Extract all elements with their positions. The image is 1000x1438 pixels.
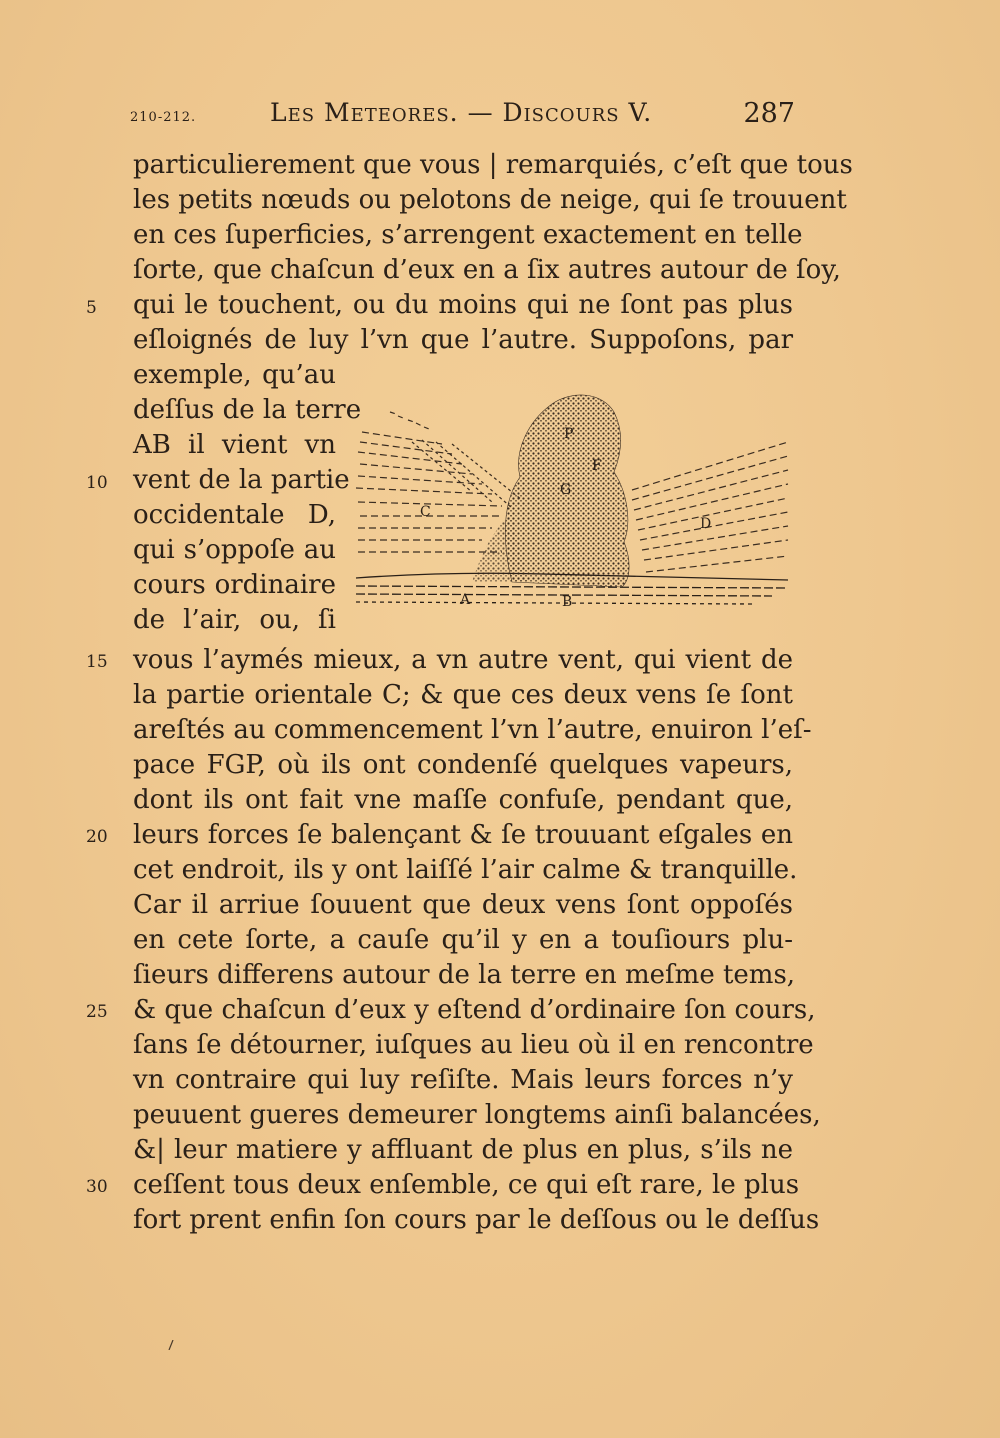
text-line: de l’air, ou, ſi: [133, 605, 336, 635]
text-line: les petits nœuds ou pelotons de neige, qui ſe trouuent: [133, 185, 847, 215]
text-line: areſtés au commencement l’vn l’autre, enuiron l’eſ-: [133, 715, 812, 745]
text-line: ſieurs differens autour de la terre en meſme tems,: [133, 960, 796, 990]
text-line: particulierement que vous | remarquiés, c’eſt que tous: [133, 150, 853, 180]
line-number: 5: [86, 298, 97, 318]
label-d: D: [700, 516, 712, 532]
label-p: P: [564, 426, 574, 442]
text-line: occidentale D,: [133, 500, 336, 530]
text-line: eſloignés de luy l’vn que l’autre. Suppoſons, par: [133, 325, 793, 355]
text-line: ceſſent tous deux enſemble, ce qui eſt rare, le plus: [133, 1170, 800, 1200]
text-line: ſorte, que chaſcun d’eux en a ſix autres autour de ſoy,: [133, 255, 841, 285]
stray-ink-mark: [168, 1340, 174, 1350]
engraving-svg: [352, 382, 792, 612]
text-line: vn contraire qui luy reſiſte. Mais leurs forces n’y: [133, 1065, 793, 1095]
page-number: 287: [743, 98, 795, 129]
text-line: peuuent gueres demeurer longtems ainſi balancées,: [133, 1100, 821, 1130]
text-line: cours ordinaire: [133, 570, 336, 600]
line-number: 30: [86, 1177, 108, 1197]
text-line: la partie orientale C; & que ces deux vens ſe ſont: [133, 680, 793, 710]
text-line: dont ils ont fait vne maſſe confuſe, pendant que,: [133, 785, 793, 815]
text-line: vous l’aymés mieux, a vn autre vent, qui vient de: [133, 645, 793, 675]
wind-cloud-engraving: [352, 382, 792, 612]
line-number: 10: [86, 473, 108, 493]
label-g: G: [560, 482, 572, 498]
wind-lines-east: [632, 442, 788, 572]
text-line: en ces ſuperficies, s’arrengent exactement en telle: [133, 220, 803, 250]
text-line: ſans ſe détourner, iuſques au lieu où il en rencontre: [133, 1030, 814, 1060]
label-c: C: [420, 504, 431, 520]
text-line: qui le touchent, ou du moins qui ne ſont pas plus: [133, 290, 793, 320]
label-f: F: [592, 458, 602, 474]
text-line: en cete ſorte, a cauſe qu’il y en a touſiours plu-: [133, 925, 793, 955]
running-title: Les Meteores. — Discours V.: [270, 98, 653, 127]
text-line: &| leur matiere y affluant de plus en plus, s’ils ne: [133, 1135, 793, 1165]
text-line: exemple, qu’au: [133, 360, 336, 390]
label-b: B: [562, 594, 573, 610]
text-line: Car il arriue ſouuent que deux vens ſont oppoſés: [133, 890, 793, 920]
line-number: 15: [86, 652, 108, 672]
label-a: A: [460, 592, 471, 608]
text-line: qui s’oppoſe au: [133, 535, 336, 565]
text-line: deſſus de la terre: [133, 395, 362, 425]
line-number: 20: [86, 827, 108, 847]
running-header: [130, 98, 795, 138]
text-line: AB il vient vn: [133, 430, 336, 460]
text-line: leurs forces ſe balençant & ſe trouuant eſgales en: [133, 820, 793, 850]
text-line: vent de la partie: [133, 465, 350, 495]
line-number: 25: [86, 1002, 108, 1022]
page-range: 210-212.: [130, 110, 197, 125]
text-line: cet endroit, ils y ont laiſſé l’air calme & tranquille.: [133, 855, 798, 885]
text-line: & que chaſcun d’eux y eſtend d’ordinaire ſon cours,: [133, 995, 816, 1025]
text-line: fort prent enfin ſon cours par le deſſous ou le deſſus: [133, 1205, 820, 1235]
text-line: pace FGP, où ils ont condenſé quelques vapeurs,: [133, 750, 793, 780]
